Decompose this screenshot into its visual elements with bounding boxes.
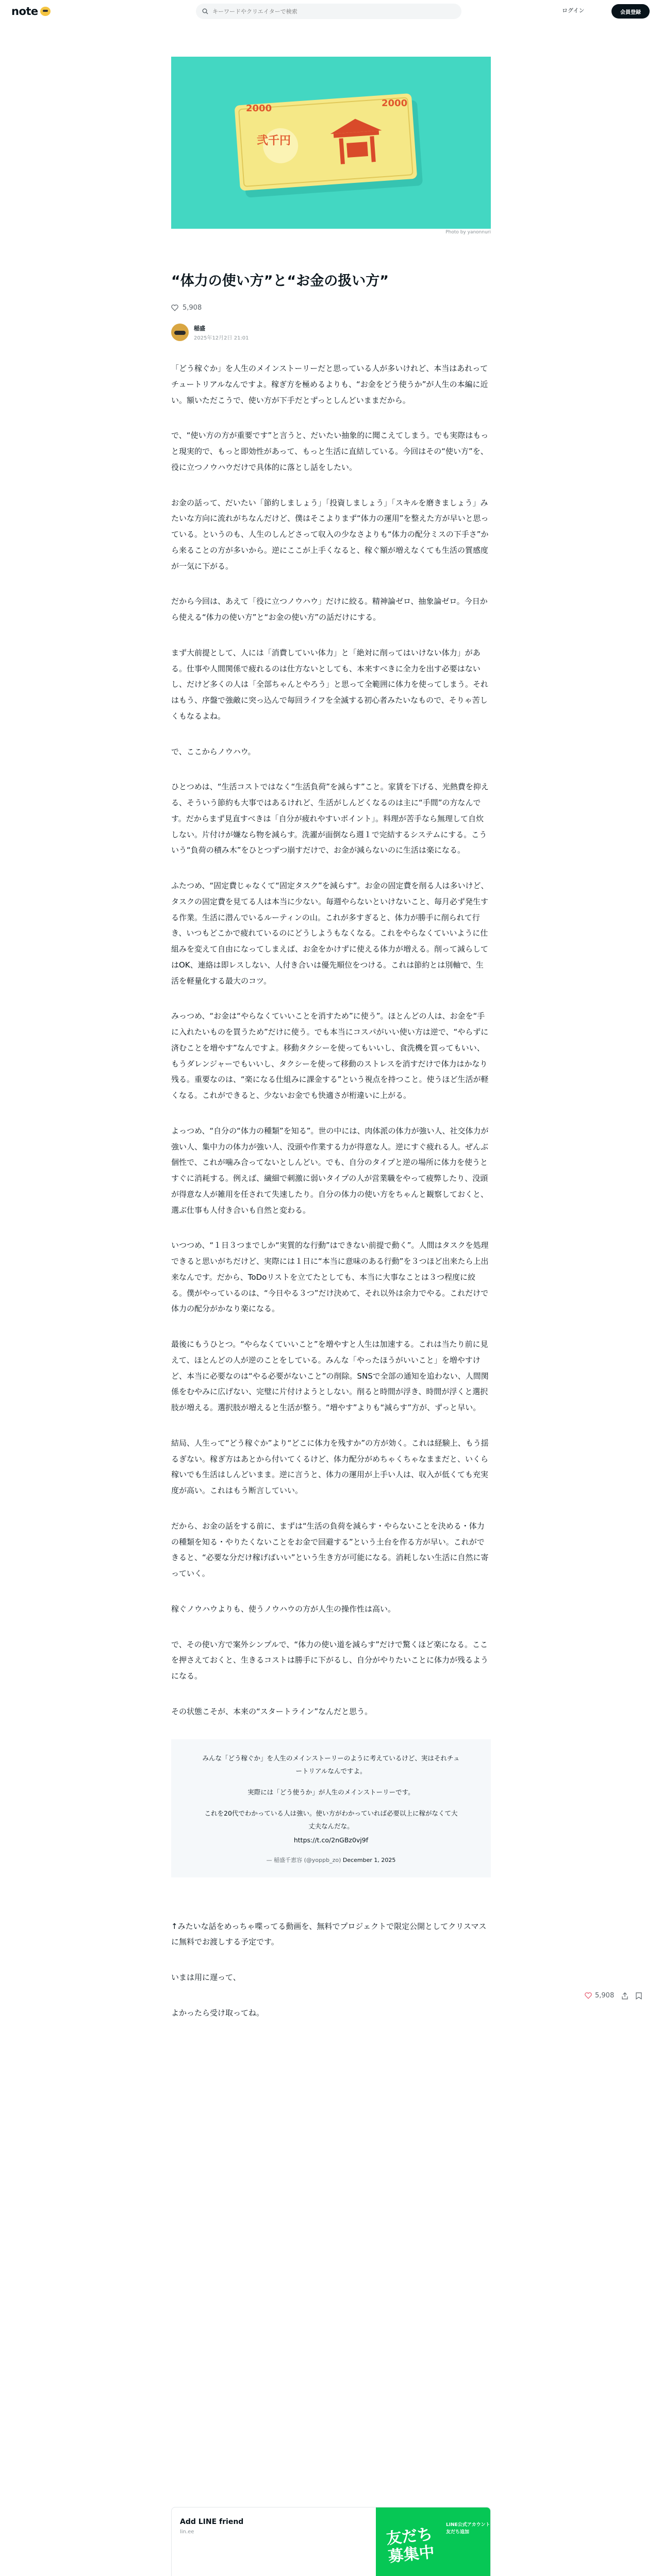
like-counter-top[interactable] bbox=[171, 304, 202, 312]
floating-action-rail bbox=[585, 1992, 642, 1999]
register-button[interactable]: 会員登録 bbox=[611, 4, 650, 19]
body-paragraph: よかったら受け取ってね。 bbox=[171, 2008, 264, 2018]
tweet-date-link[interactable]: December 1, 2025 bbox=[342, 1856, 396, 1863]
body-paragraph: ふたつめ、“固定費じゃなくて“固定タスク”を減らす”。お金の固定費を削る人は多いけど、タスクの固定費を見てる人は本当に少ない。毎週やらないといけないこと、毎月必ず発生する作業。生活に潜んでいるルーティンの山。これが多すぎると、体力が勝手に削られて行き、いつもどこかで疲れているのにどうしようもなくなる。これをやらなくていいように仕組みを変えて自由になってしまえば、お金をかけずに使える体力が増える。削って減らしてはOK、連絡は即レスしない、人付き合いは優先順位をつける。これは節約とは別軸で、生活を軽量化する最大のコツ。 bbox=[171, 881, 489, 986]
tweet-line: これを20代でわかっている人は強い。使い方がわかっていれば必要以上に稼がなくて大丈夫なんだな。 bbox=[204, 1809, 458, 1830]
body-paragraph: その状態こそが、本来の“スタートライン”なんだと思う。 bbox=[171, 1706, 373, 1716]
share-icon[interactable] bbox=[621, 1992, 628, 1999]
banknote-illustration bbox=[171, 57, 491, 229]
search-input[interactable] bbox=[212, 8, 450, 15]
body-paragraph: みっつめ、“お金は“やらなくていいことを消すため”に使う”。ほとんどの人は、お金を“手に入れたいものを買うため”だけに使う。でも本当にコスパがいい使い方は逆で、“やらずに済むことを増やす”なんですよ。移動タクシーを使ってもいいし、食洗機を買ってもいい、もうダレンジャーでもいいし、タクシーを使って移動のストレスを消すだけで体力はかなり残る。重要なのは、“楽になる仕組みに課金する”という視点を持つこと。使うほど生活が軽くなる。これができると、少ないお金でも快適さが桁違いに上がる。 bbox=[171, 1011, 489, 1100]
body-paragraph: だから今回は、あえて「役に立つノウハウ」だけに絞る。精神論ゼロ、抽象論ゼロ。今日から使える“体力の使い方”と“お金の使い方”の話だけにする。 bbox=[171, 597, 488, 622]
search-icon bbox=[202, 8, 208, 14]
line-card-url: lin.ee bbox=[180, 2529, 194, 2535]
tweet-line: 実際には「どう使うか」が人生のメインストーリーです。 bbox=[247, 1788, 415, 1796]
author-name[interactable]: 稲盛 bbox=[194, 325, 205, 332]
article-title: “体力の使い方”と“お金の扱い方” bbox=[171, 273, 389, 289]
article-body bbox=[171, 361, 491, 2041]
body-paragraph: 「どう稼ぐか」を人生のメインストーリーだと思っている人が多いけれど、本当はあれってチュートリアルなんですよ。稼ぎ方を極めるよりも、“お金をどう使うか”が人生の本編に近い。額いただこうで、使い方が下手だとずっとしんどいままだから。 bbox=[171, 364, 488, 405]
tweet-line: みんな「どう稼ぐか」を人生のメインストーリーのように考えているけど、実はそれチュートリアルなんですよ。 bbox=[202, 1754, 460, 1775]
line-card-title: Add LINE friend bbox=[180, 2518, 244, 2526]
body-paragraph: 稼ぐノウハウよりも、使うノウハウの方が人生の操作性は高い。 bbox=[171, 1604, 396, 1614]
line-banner bbox=[376, 2507, 490, 2576]
tweet-link[interactable]: https://t.co/2nGBz0vj9f bbox=[293, 1836, 369, 1844]
note-logo[interactable] bbox=[11, 5, 51, 18]
line-friend-card[interactable] bbox=[171, 2507, 491, 2576]
bill-text: 弐千円 bbox=[257, 134, 291, 147]
rail-like-count: 5,908 bbox=[595, 1992, 615, 1999]
photo-credit: Photo by yanonnuri bbox=[445, 230, 491, 235]
hero-image bbox=[171, 57, 491, 229]
line-banner-headline: 友だち 募集中 bbox=[385, 2525, 436, 2566]
line-banner-caption: LINE公式アカウント 友だち追加 bbox=[446, 2522, 490, 2535]
author-block[interactable] bbox=[171, 324, 249, 341]
body-paragraph: お金の話って、だいたい「節約しましょう」「投資しましょう」「スキルを磨きましょう」みたいな方向に流れがちなんだけど、僕はそこよりまず“体力の運用”を整えた方が早いと思っている。というのも、人生のしんどさって収入の少なさよりも“体力の配分ミスの下手さ”から来ることの方が多いから。逆にここが上手くなると、稼ぐ額が増えなくても生活の質感度が一気に下がる。 bbox=[171, 498, 489, 571]
body-paragraph: で、“使い方の方が重要です”と言うと、だいたい抽象的に聞こえてしまう。でも実際はもっと現実的で、もっと即効性があって、もっと生活に直結している。今回はその“使い方”を、役に立つノウハウだけで具体的に落とし話をしたい。 bbox=[171, 431, 489, 472]
logo-text: note bbox=[11, 5, 38, 18]
embedded-tweet[interactable] bbox=[171, 1739, 491, 1877]
body-paragraph: で、ここからノウハウ。 bbox=[171, 747, 256, 756]
rail-like[interactable] bbox=[585, 1992, 614, 1999]
top-header bbox=[0, 0, 662, 23]
mascot-icon bbox=[40, 7, 51, 16]
body-paragraph: まず大前提として、人には「消費していい体力」と「絶対に削ってはいけない体力」がある。仕事や人間関係で疲れるのは仕方ないとしても、本来すべきに全力を出す必要はないし、だけど多くの人は「全部ちゃんとやろう」と思って全範囲に体力を使ってしまう。それはもう、序盤で強敵に突っ込んで毎回ライフを全滅する初心者みたいなもので、そりゃ苦しくもなるよね。 bbox=[171, 648, 489, 721]
bookmark-icon[interactable] bbox=[636, 1992, 642, 1999]
search-bar[interactable] bbox=[196, 4, 461, 19]
tweet-author: — 稲盛千恵容 (@yoppb_zo) bbox=[266, 1856, 341, 1863]
body-paragraph: いつつめ、“１日３つまでしか“実質的な行動”はできない前提で動く”。人間はタスクを処理できると思いがちだけど、実際には１日に“本当に意味のある行動”を３つほど出来たら上出来なんです。だから、ToDoリストを立てたとしても、本当に大事なことは３つ程度に絞る。僕がやっているのは、“今日やる３つ”だけ決めて、それ以外は余力でやる。これだけで体力の配分がかなり楽になる。 bbox=[171, 1241, 489, 1314]
body-paragraph: ↑みたいな話をめっちゃ喋ってる動画を、無料でプロジェクトで限定公開としてクリスマスに無料でお渡しする予定です。 bbox=[171, 1921, 487, 1947]
bill-value-top: 2000 bbox=[246, 103, 272, 114]
heart-icon bbox=[585, 1992, 592, 1999]
body-paragraph: ひとつめは、“生活コストではなく“生活負荷”を減らす”こと。家賃を下げる、光熱費を抑える、そういう節約も大事ではあるけれど、生活がしんどくなるのは主に“手間”の方なんです。だからまず見直すべきは「自分が疲れやすいポイント」。料理が苦手なら無理して自炊しない。片付けが嫌なら物を減らす。洗濯が面倒なら週１で完結するシステムにする。こういう“負荷の積み木”をひとつずつ崩すだけで、お金が減らないのに生活は楽になる。 bbox=[171, 782, 489, 855]
tweet-signature bbox=[202, 1855, 460, 1866]
body-paragraph: 最後にもうひとつ。“やらなくていいこと”を増やすと人生は加速する。これは当たり前に見えて、ほとんどの人が逆のことをしている。みんな「やったほうがいいこと」を増やすけど、本当に必要なのは“やる必要がないこと”の削除。SNSで全部の通知を追わない、人間関係をむやみに広げない、完璧に片付けようとしない。削ると時間が浮き、時間が浮くと選択肢が増える。選択肢が増えると生活が整う。“増やす”よりも“減らす”方が、ずっと早い。 bbox=[171, 1340, 489, 1412]
author-avatar[interactable] bbox=[171, 324, 189, 341]
body-paragraph: だから、お金の話をする前に、まずは“生活の負荷を減らす・やらないことを決める・体力の種類を知る・やりたくないことをお金で回避する”という土台を作る方が早い。これができると、“必要な分だけ稼げばいい”という生き方が可能になる。消耗しない生活に自然に寄っていく。 bbox=[171, 1521, 489, 1578]
body-paragraph: よっつめ、“自分の“体力の種類”を知る”。世の中には、肉体派の体力が強い人、社交体力が強い人、集中力の体力が強い人、没頭や作業する力が得意な人。逆にすぐ疲れる人。ぜんぶ個性で、これが噛み合ってないとしんどい。でも、自分のタイプと逆の場所に体力を使うとすぐに消耗する。例えば、繊細で刺激に弱いタイプの人が営業職をやって疲弊したり、没頭が得意な人が雑用を任されて失速したり。自分の体力の使い方をちゃんと観察しておくと、選ぶ仕事も人付き合いも自然と変わる。 bbox=[171, 1126, 489, 1215]
bill-value-right: 2000 bbox=[382, 98, 408, 109]
body-paragraph: 結局、人生って“どう稼ぐか”より“どこに体力を残すか”の方が効く。これは経験上、もう揺るぎない。稼ぎ方はあとから付いてくるけど、体力配分がめちゃくちゃなままだと、いくら稼いでも生活はしんどいまま。逆に言うと、体力の運用が上手い人は、収入が低くても充実度が高い。これはもう断言していい。 bbox=[171, 1438, 489, 1495]
like-count-top: 5,908 bbox=[183, 304, 202, 312]
body-paragraph: で、その使い方で案外シンプルで、“体力の使い道を減らす”だけで驚くほど楽になる。ここを押さえておくと、生きるコストは勝手に下がるし、自分がやりたいことに体力が残るようになる。 bbox=[171, 1639, 489, 1681]
publish-date: 2025年12月2日 21:01 bbox=[194, 335, 249, 341]
heart-icon bbox=[171, 304, 178, 311]
body-paragraph: いまは用に遅って、 bbox=[171, 1973, 241, 1982]
login-link[interactable]: ログイン bbox=[562, 7, 585, 14]
